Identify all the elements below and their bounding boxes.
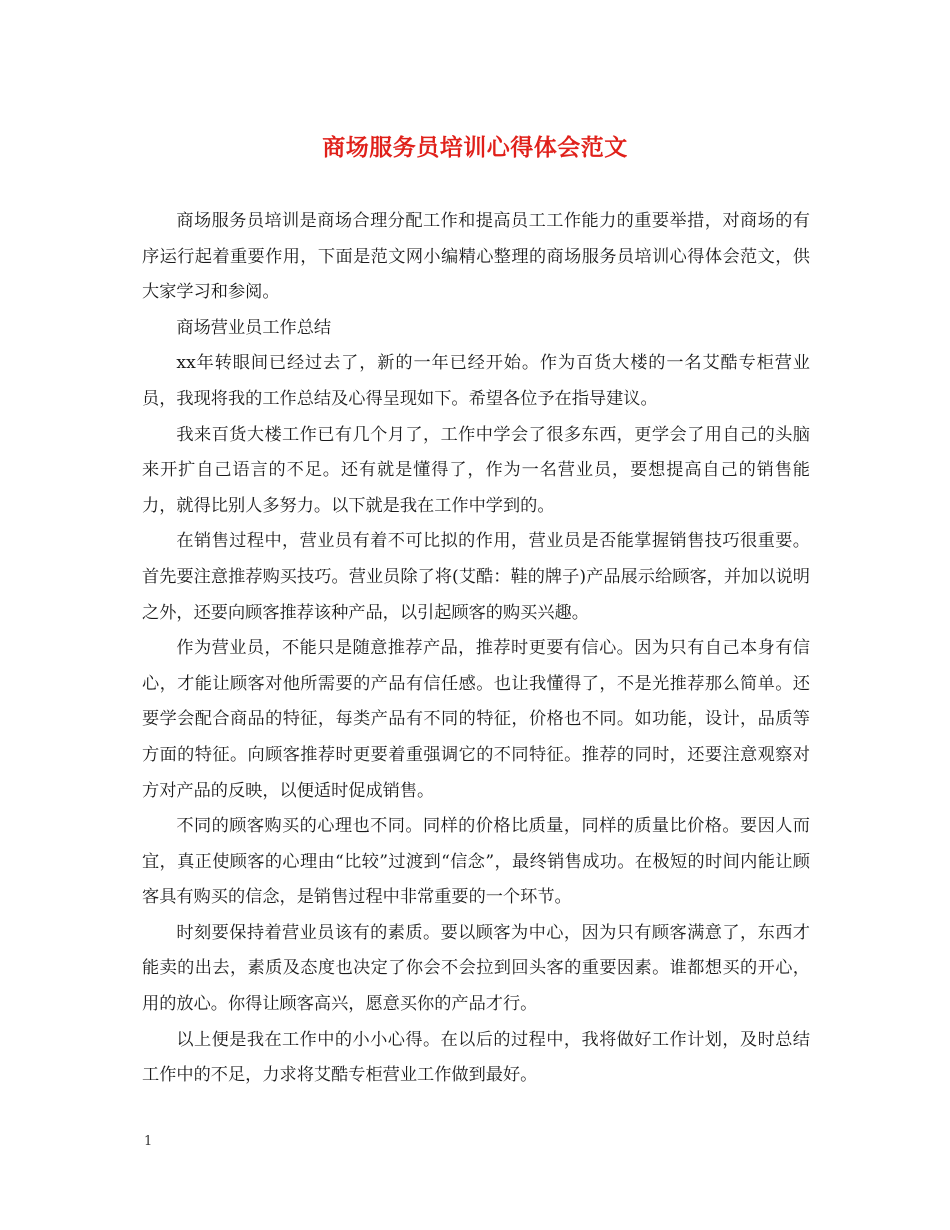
paragraph: 在销售过程中，营业员有着不可比拟的作用，营业员是否能掌握销售技巧很重要。首先要注意推荐购买技巧。营业员除了将(艾酷：鞋的牌子)产品展示给顾客，并加以说明之外，还要向顾客推荐该种产品，以引起顾客的购买兴趣。 [142, 531, 810, 623]
paragraph: 作为营业员，不能只是随意推荐产品，推荐时更要有信心。因为只有自己本身有信心，才能让顾客对他所需要的产品有信任感。也让我懂得了，不是光推荐那么简单。还要学会配合商品的特征，每类产品有不同的特征，价格也不同。如功能，设计，品质等方面的特征。向顾客推荐时更要着重强调它的不同特征。推荐的同时，还要注意观察对方对产品的反映，以便适时促成销售。 [142, 638, 810, 801]
paragraph-conclusion: 以上便是我在工作中的小小心得。在以后的过程中，我将做好工作计划，及时总结工作中的不足，力求将艾酷专柜营业工作做到最好。 [142, 1029, 810, 1086]
paragraph: xx年转眼间已经过去了，新的一年已经开始。作为百货大楼的一名艾酷专柜营业员，我现将我的工作总结及心得呈现如下。希望各位予在指导建议。 [142, 353, 810, 409]
paragraph: 时刻要保持着营业员该有的素质。要以顾客为中心，因为只有顾客满意了，东西才能卖的出去，素质及态度也决定了你会不会拉到回头客的重要因素。谁都想买的开心，用的放心。你得让顾客高兴，愿意买你的产品才行。 [142, 922, 810, 1015]
paragraph-intro: 商场服务员培训是商场合理分配工作和提高员工工作能力的重要举措，对商场的有序运行起着重要作用，下面是范文网小编精心整理的商场服务员培训心得体会范文，供大家学习和参阅。 [142, 211, 810, 303]
page-number: 1 [144, 1134, 153, 1149]
paragraph: 不同的顾客购买的心理也不同。同样的价格比质量，同样的质量比价格。要因人而宜，真正使顾客的心理由“比较”过渡到“信念”，最终销售成功。在极短的时间内能让顾客具有购买的信念，是销售过程中非常重要的一个环节。 [142, 816, 810, 908]
document-title: 商场服务员培训心得体会范文 [322, 134, 628, 161]
document-body [142, 204, 810, 1094]
section-heading: 商场营业员工作总结 [176, 317, 332, 338]
paragraph: 我来百货大楼工作已有几个月了，工作中学会了很多东西，更学会了用自己的头脑来开扩自己语言的不足。还有就是懂得了，作为一名营业员，要想提高自己的销售能力，就得比别人多努力。以下就是我在工作中学到的。 [142, 424, 810, 516]
